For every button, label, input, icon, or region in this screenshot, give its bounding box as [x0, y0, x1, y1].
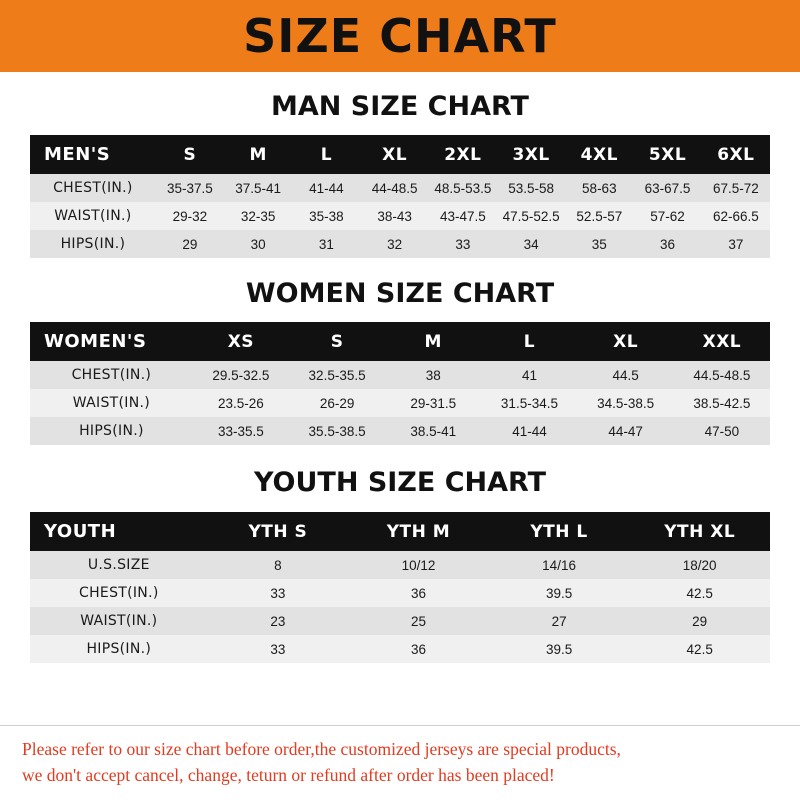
column-header: YTH S — [248, 521, 308, 542]
row-label: WAIST(IN.) — [72, 395, 150, 411]
column-header: YTH M — [386, 521, 451, 542]
table-row — [30, 202, 770, 230]
table-header-row — [30, 135, 770, 174]
table-cell: 48.5-53.5 — [434, 180, 492, 196]
row-label: HIPS(IN.) — [79, 423, 144, 439]
column-header: 2XL — [444, 144, 482, 165]
table-cell: 33 — [270, 585, 286, 601]
table-cell: 62-66.5 — [712, 208, 759, 224]
column-header: 3XL — [512, 144, 550, 165]
table-cell: 29 — [692, 613, 708, 629]
table-cell: 39.5 — [545, 585, 573, 601]
youth-size-table-wrapper — [30, 512, 770, 663]
youth-size-table — [30, 512, 770, 663]
table-cell: 32.5-35.5 — [308, 367, 366, 383]
women-size-table-wrapper — [30, 322, 770, 445]
column-header: M — [424, 331, 442, 352]
table-cell: 29.5-32.5 — [212, 367, 270, 383]
column-header: YTH XL — [664, 521, 736, 542]
table-cell: 32-35 — [240, 208, 276, 224]
column-header: 6XL — [717, 144, 755, 165]
table-row — [30, 389, 770, 417]
table-cell: 14/16 — [542, 557, 576, 573]
table-cell: 35-37.5 — [167, 180, 213, 196]
column-header: MEN'S — [44, 144, 111, 165]
table-cell: 42.5 — [686, 585, 713, 601]
table-cell: 39.5 — [545, 641, 573, 657]
table-row — [30, 579, 770, 607]
row-label: CHEST(IN.) — [79, 585, 159, 601]
man-table-body — [30, 174, 770, 258]
table-cell: 29-32 — [172, 208, 208, 224]
table-cell: 58-63 — [582, 180, 617, 196]
table-cell: 38.5-42.5 — [693, 395, 751, 411]
table-cell: 18/20 — [682, 557, 717, 573]
women-size-table — [30, 322, 770, 445]
table-cell: 47-50 — [704, 423, 740, 439]
table-cell: 37.5-41 — [235, 180, 282, 196]
table-row — [30, 230, 770, 258]
row-label: HIPS(IN.) — [86, 641, 152, 657]
table-header-row — [30, 322, 770, 361]
table-cell: 47.5-52.5 — [502, 208, 560, 224]
table-cell: 38-43 — [377, 208, 412, 224]
table-cell: 33 — [455, 236, 471, 252]
table-cell: 33-35.5 — [217, 423, 264, 439]
table-cell: 43-47.5 — [439, 208, 486, 224]
table-cell: 41-44 — [309, 180, 344, 196]
man-table-header — [30, 135, 770, 174]
table-cell: 42.5 — [686, 641, 713, 657]
women-table-header — [30, 322, 770, 361]
table-row — [30, 607, 770, 635]
column-header: L — [523, 331, 536, 352]
table-cell: 44.5-48.5 — [693, 367, 751, 383]
table-cell: 37 — [728, 236, 744, 252]
column-header: WOMEN'S — [44, 331, 147, 352]
women-table-body — [30, 361, 770, 445]
table-cell: 26-29 — [319, 395, 355, 411]
table-cell: 41 — [521, 367, 537, 383]
table-cell: 8 — [274, 557, 282, 573]
table-cell: 38 — [425, 367, 441, 383]
table-cell: 30 — [250, 236, 266, 252]
table-cell: 23.5-26 — [217, 395, 264, 411]
table-cell: 33 — [270, 641, 286, 657]
note-line-1: Please refer to our size chart before order,the customized jerseys are special products, — [22, 738, 621, 759]
man-size-table — [30, 135, 770, 258]
table-cell: 34.5-38.5 — [597, 395, 655, 411]
table-cell: 52.5-57 — [576, 208, 623, 224]
table-cell: 44.5 — [612, 367, 639, 383]
table-cell: 63-67.5 — [644, 180, 691, 196]
table-cell: 57-62 — [650, 208, 685, 224]
table-cell: 36 — [410, 585, 426, 601]
table-cell: 36 — [660, 236, 676, 252]
column-header: XL — [613, 331, 639, 352]
table-cell: 36 — [410, 641, 426, 657]
table-row — [30, 635, 770, 663]
table-row — [30, 361, 770, 389]
table-cell: 10/12 — [401, 557, 436, 573]
table-row — [30, 174, 770, 202]
table-cell: 35 — [591, 236, 607, 252]
table-cell: 34 — [523, 236, 539, 252]
column-header: M — [249, 144, 267, 165]
table-cell: 67.5-72 — [712, 180, 759, 196]
man-size-table-wrapper — [30, 135, 770, 258]
section-title-women: WOMEN SIZE CHART — [245, 278, 555, 309]
row-label: CHEST(IN.) — [71, 367, 152, 383]
column-header: XXL — [702, 331, 742, 352]
table-cell: 31.5-34.5 — [500, 395, 558, 411]
row-label: WAIST(IN.) — [54, 208, 132, 224]
page-title: SIZE CHART — [243, 9, 557, 63]
row-label: HIPS(IN.) — [60, 236, 126, 252]
table-row — [30, 551, 770, 579]
youth-table-header — [30, 512, 770, 551]
table-cell: 53.5-58 — [508, 180, 554, 196]
footer-note — [0, 725, 800, 800]
table-cell: 25 — [410, 613, 426, 629]
section-title-youth: YOUTH SIZE CHART — [253, 467, 547, 498]
table-cell: 41-44 — [512, 423, 547, 439]
table-cell: 32 — [387, 236, 403, 252]
table-cell: 29-31.5 — [410, 395, 457, 411]
column-header: YOUTH — [44, 521, 117, 542]
row-label: WAIST(IN.) — [80, 613, 158, 629]
header-banner — [0, 0, 800, 72]
table-cell: 44-47 — [608, 423, 643, 439]
column-header: L — [320, 144, 333, 165]
table-row — [30, 417, 770, 445]
table-cell: 27 — [551, 613, 567, 629]
table-header-row — [30, 512, 770, 551]
table-cell: 29 — [182, 236, 198, 252]
youth-table-body — [30, 551, 770, 663]
column-header: XL — [382, 144, 408, 165]
column-header: 5XL — [648, 144, 687, 165]
section-title-man: MAN SIZE CHART — [271, 91, 529, 122]
column-header: YTH L — [530, 521, 588, 542]
table-cell: 35.5-38.5 — [308, 423, 366, 439]
table-cell: 44-48.5 — [371, 180, 418, 196]
note-line-2: we don't accept cancel, change, teturn or refund after order has been placed! — [22, 764, 555, 785]
column-header: S — [183, 144, 197, 165]
column-header: XS — [227, 331, 255, 352]
table-cell: 35-38 — [309, 208, 344, 224]
row-label: U.S.SIZE — [87, 557, 150, 573]
row-label: CHEST(IN.) — [53, 180, 133, 196]
column-header: 4XL — [580, 144, 618, 165]
table-cell: 31 — [318, 236, 334, 252]
table-cell: 38.5-41 — [410, 423, 457, 439]
table-cell: 23 — [270, 613, 286, 629]
column-header: S — [330, 331, 344, 352]
